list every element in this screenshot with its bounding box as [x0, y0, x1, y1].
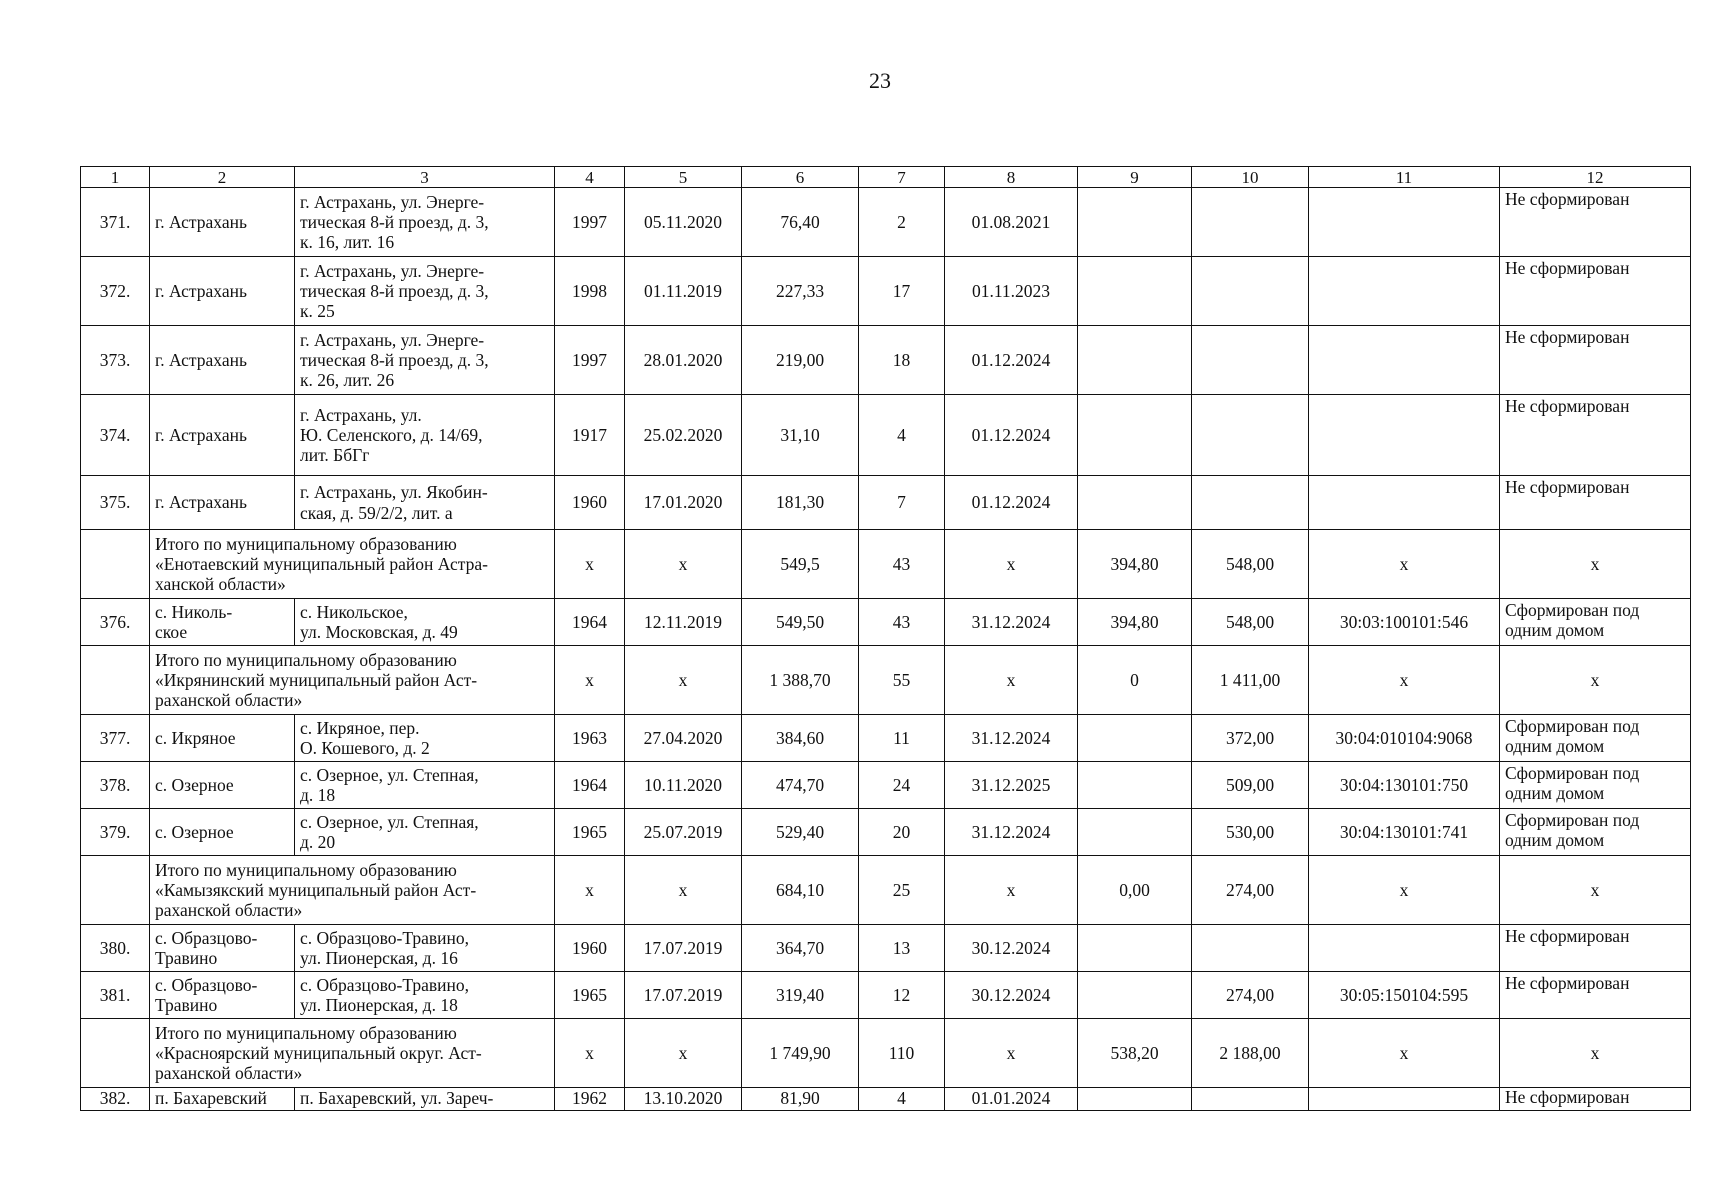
- table-cell: 381.: [81, 972, 150, 1019]
- subtotal-cell: x: [1500, 856, 1691, 925]
- subtotal-cell: x: [945, 856, 1078, 925]
- table-cell: 1965: [555, 809, 625, 856]
- table-cell: 31.12.2024: [945, 809, 1078, 856]
- table-cell: 17.07.2019: [625, 972, 742, 1019]
- table-cell: [1309, 1088, 1500, 1111]
- table-cell: [1192, 925, 1309, 972]
- subtotal-row: [81, 1019, 1691, 1088]
- table-cell: 1965: [555, 972, 625, 1019]
- table-cell: 01.12.2024: [945, 326, 1078, 395]
- table-cell: [1078, 809, 1192, 856]
- subtotal-cell: x: [1309, 1019, 1500, 1088]
- subtotal-cell: 55: [859, 646, 945, 715]
- subtotal-cell: 110: [859, 1019, 945, 1088]
- table-cell: [1309, 326, 1500, 395]
- table-cell: 372,00: [1192, 715, 1309, 762]
- table-row: [81, 1088, 1691, 1111]
- registry-table: [80, 166, 1691, 1111]
- table-row: [81, 715, 1691, 762]
- table-cell: 01.12.2024: [945, 476, 1078, 530]
- table-cell: 30:04:130101:741: [1309, 809, 1500, 856]
- subtotal-cell: x: [555, 530, 625, 599]
- subtotal-cell: x: [1500, 1019, 1691, 1088]
- table-cell: 227,33: [742, 257, 859, 326]
- table-cell: Не сформирован: [1500, 395, 1691, 476]
- subtotal-cell: x: [625, 856, 742, 925]
- table-cell: [1078, 925, 1192, 972]
- column-number-cell: 1: [81, 167, 150, 188]
- table-cell: 12: [859, 972, 945, 1019]
- subtotal-cell: 25: [859, 856, 945, 925]
- table-cell: г. Астрахань: [150, 188, 295, 257]
- table-cell: 05.11.2020: [625, 188, 742, 257]
- table-cell: 4: [859, 395, 945, 476]
- table-cell: 380.: [81, 925, 150, 972]
- table-cell: г. Астрахань, ул. Ю. Селенского, д. 14/69, лит. БбГг: [295, 395, 555, 476]
- subtotal-label: Итого по муниципальному образованию «Камызякский муниципальный район Аст- раханской области»: [150, 856, 555, 925]
- table-cell: 4: [859, 1088, 945, 1111]
- table-cell: 01.01.2024: [945, 1088, 1078, 1111]
- table-cell: 31.12.2024: [945, 715, 1078, 762]
- subtotal-row: [81, 856, 1691, 925]
- table-cell: [1078, 762, 1192, 809]
- table-cell: [1192, 395, 1309, 476]
- subtotal-cell: 538,20: [1078, 1019, 1192, 1088]
- table-cell: 30.12.2024: [945, 925, 1078, 972]
- page-number: 23: [869, 68, 891, 93]
- table-cell: Не сформирован: [1500, 326, 1691, 395]
- subtotal-cell: x: [625, 646, 742, 715]
- table-cell: [1078, 476, 1192, 530]
- table-cell: 12.11.2019: [625, 599, 742, 646]
- table-cell: с. Озерное: [150, 809, 295, 856]
- table-cell: 17.07.2019: [625, 925, 742, 972]
- column-number-cell: 5: [625, 167, 742, 188]
- table-cell: 24: [859, 762, 945, 809]
- table-cell: г. Астрахань: [150, 257, 295, 326]
- table-cell: 7: [859, 476, 945, 530]
- table-cell: 30:04:010104:9068: [1309, 715, 1500, 762]
- table-cell: 1962: [555, 1088, 625, 1111]
- table-cell: 01.11.2023: [945, 257, 1078, 326]
- table-cell: 2: [859, 188, 945, 257]
- subtotal-row: [81, 530, 1691, 599]
- subtotal-cell: 1 411,00: [1192, 646, 1309, 715]
- subtotal-cell: x: [945, 1019, 1078, 1088]
- subtotal-cell: x: [625, 530, 742, 599]
- table-cell: 31,10: [742, 395, 859, 476]
- table-cell: 1998: [555, 257, 625, 326]
- column-number-cell: 12: [1500, 167, 1691, 188]
- subtotal-cell: 43: [859, 530, 945, 599]
- table-cell: Не сформирован: [1500, 188, 1691, 257]
- table-cell: 27.04.2020: [625, 715, 742, 762]
- table-cell: г. Астрахань: [150, 476, 295, 530]
- table-row: [81, 257, 1691, 326]
- column-number-row: [81, 167, 1691, 188]
- row-number-cell: [81, 530, 150, 599]
- table-cell: 379.: [81, 809, 150, 856]
- column-number-cell: 7: [859, 167, 945, 188]
- table-cell: 549,50: [742, 599, 859, 646]
- subtotal-row: [81, 646, 1691, 715]
- table-cell: [1192, 1088, 1309, 1111]
- table-cell: [1192, 188, 1309, 257]
- subtotal-cell: x: [1500, 530, 1691, 599]
- table-cell: [1078, 972, 1192, 1019]
- table-cell: 1964: [555, 762, 625, 809]
- table-cell: п. Бахаревский: [150, 1088, 295, 1111]
- column-number-cell: 2: [150, 167, 295, 188]
- table-cell: [1309, 257, 1500, 326]
- table-cell: [1309, 188, 1500, 257]
- table-cell: 17: [859, 257, 945, 326]
- table-cell: г. Астрахань, ул. Якобин- ская, д. 59/2/2, лит. а: [295, 476, 555, 530]
- table-cell: 384,60: [742, 715, 859, 762]
- table-cell: Сформирован под одним домом: [1500, 715, 1691, 762]
- subtotal-cell: 394,80: [1078, 530, 1192, 599]
- table-cell: 319,40: [742, 972, 859, 1019]
- subtotal-cell: x: [1309, 856, 1500, 925]
- table-cell: 17.01.2020: [625, 476, 742, 530]
- column-number-cell: 9: [1078, 167, 1192, 188]
- table-cell: с. Икряное, пер. О. Кошевого, д. 2: [295, 715, 555, 762]
- table-cell: с. Образцово- Травино: [150, 925, 295, 972]
- table-cell: 274,00: [1192, 972, 1309, 1019]
- column-number-cell: 4: [555, 167, 625, 188]
- table-cell: 382.: [81, 1088, 150, 1111]
- table-row: [81, 395, 1691, 476]
- subtotal-cell: x: [945, 530, 1078, 599]
- table-cell: 529,40: [742, 809, 859, 856]
- table-cell: 20: [859, 809, 945, 856]
- table-cell: 509,00: [1192, 762, 1309, 809]
- table-row: [81, 925, 1691, 972]
- table-cell: 378.: [81, 762, 150, 809]
- table-cell: 474,70: [742, 762, 859, 809]
- table-cell: 375.: [81, 476, 150, 530]
- table-cell: 43: [859, 599, 945, 646]
- table-cell: [1078, 188, 1192, 257]
- table-cell: г. Астрахань, ул. Энерге- тическая 8-й проезд, д. 3, к. 26, лит. 26: [295, 326, 555, 395]
- subtotal-cell: 548,00: [1192, 530, 1309, 599]
- table-cell: с. Никольское, ул. Московская, д. 49: [295, 599, 555, 646]
- table-cell: Сформирован под одним домом: [1500, 809, 1691, 856]
- table-cell: 25.02.2020: [625, 395, 742, 476]
- table-cell: 374.: [81, 395, 150, 476]
- table-cell: 76,40: [742, 188, 859, 257]
- subtotal-cell: 684,10: [742, 856, 859, 925]
- table-cell: 219,00: [742, 326, 859, 395]
- subtotal-cell: 0: [1078, 646, 1192, 715]
- table-cell: 13.10.2020: [625, 1088, 742, 1111]
- table-cell: 1964: [555, 599, 625, 646]
- table-cell: с. Образцово-Травино, ул. Пионерская, д. 18: [295, 972, 555, 1019]
- table-cell: с. Икряное: [150, 715, 295, 762]
- table-cell: Не сформирован: [1500, 1088, 1691, 1111]
- column-number-cell: 6: [742, 167, 859, 188]
- row-number-cell: [81, 1019, 150, 1088]
- table-cell: 1960: [555, 925, 625, 972]
- table-cell: 1960: [555, 476, 625, 530]
- subtotal-label: Итого по муниципальному образованию «Красноярский муниципальный округ. Аст- раханской области»: [150, 1019, 555, 1088]
- table-cell: 31.12.2025: [945, 762, 1078, 809]
- table-cell: 376.: [81, 599, 150, 646]
- table-row: [81, 762, 1691, 809]
- table-cell: 11: [859, 715, 945, 762]
- table-cell: 30:03:100101:546: [1309, 599, 1500, 646]
- table-cell: 25.07.2019: [625, 809, 742, 856]
- table-cell: 1997: [555, 326, 625, 395]
- table-cell: с. Озерное: [150, 762, 295, 809]
- subtotal-cell: x: [555, 856, 625, 925]
- table-cell: [1192, 257, 1309, 326]
- table-cell: 373.: [81, 326, 150, 395]
- table-cell: 394,80: [1078, 599, 1192, 646]
- table-cell: Не сформирован: [1500, 972, 1691, 1019]
- table-cell: 30.12.2024: [945, 972, 1078, 1019]
- table-cell: 13: [859, 925, 945, 972]
- table-cell: 530,00: [1192, 809, 1309, 856]
- subtotal-cell: x: [1309, 530, 1500, 599]
- table-cell: [1192, 476, 1309, 530]
- subtotal-cell: 549,5: [742, 530, 859, 599]
- subtotal-label: Итого по муниципальному образованию «Енотаевский муниципальный район Астра- ханской области»: [150, 530, 555, 599]
- table-cell: [1309, 925, 1500, 972]
- subtotal-cell: x: [945, 646, 1078, 715]
- table-cell: 548,00: [1192, 599, 1309, 646]
- table-cell: [1309, 476, 1500, 530]
- table-row: [81, 188, 1691, 257]
- subtotal-cell: 1 749,90: [742, 1019, 859, 1088]
- table-cell: [1078, 257, 1192, 326]
- column-number-cell: 3: [295, 167, 555, 188]
- subtotal-cell: x: [555, 646, 625, 715]
- subtotal-label: Итого по муниципальному образованию «Икрянинский муниципальный район Аст- раханской области»: [150, 646, 555, 715]
- table-cell: 372.: [81, 257, 150, 326]
- table-cell: Сформирован под одним домом: [1500, 762, 1691, 809]
- subtotal-cell: 274,00: [1192, 856, 1309, 925]
- table-body: [81, 167, 1691, 1111]
- table-cell: с. Озерное, ул. Степная, д. 18: [295, 762, 555, 809]
- table-cell: г. Астрахань: [150, 395, 295, 476]
- table-cell: [1078, 715, 1192, 762]
- table-cell: 30:05:150104:595: [1309, 972, 1500, 1019]
- table-row: [81, 599, 1691, 646]
- table-cell: 1997: [555, 188, 625, 257]
- table-cell: 01.11.2019: [625, 257, 742, 326]
- row-number-cell: [81, 646, 150, 715]
- table-cell: [1078, 1088, 1192, 1111]
- table-cell: 28.01.2020: [625, 326, 742, 395]
- table-cell: 1917: [555, 395, 625, 476]
- table-row: [81, 809, 1691, 856]
- table-cell: [1309, 395, 1500, 476]
- table-row: [81, 972, 1691, 1019]
- subtotal-cell: x: [555, 1019, 625, 1088]
- table-cell: 377.: [81, 715, 150, 762]
- table-cell: Не сформирован: [1500, 257, 1691, 326]
- column-number-cell: 11: [1309, 167, 1500, 188]
- table-cell: [1192, 326, 1309, 395]
- table-cell: 10.11.2020: [625, 762, 742, 809]
- row-number-cell: [81, 856, 150, 925]
- table-cell: 18: [859, 326, 945, 395]
- table-cell: 01.12.2024: [945, 395, 1078, 476]
- table-cell: 81,90: [742, 1088, 859, 1111]
- subtotal-cell: 0,00: [1078, 856, 1192, 925]
- column-number-cell: 8: [945, 167, 1078, 188]
- table-cell: 01.08.2021: [945, 188, 1078, 257]
- table-cell: 371.: [81, 188, 150, 257]
- subtotal-cell: 1 388,70: [742, 646, 859, 715]
- subtotal-cell: x: [625, 1019, 742, 1088]
- table-cell: г. Астрахань: [150, 326, 295, 395]
- table-row: [81, 476, 1691, 530]
- table-cell: Не сформирован: [1500, 476, 1691, 530]
- table-cell: [1078, 326, 1192, 395]
- table-cell: с. Озерное, ул. Степная, д. 20: [295, 809, 555, 856]
- table-cell: 30:04:130101:750: [1309, 762, 1500, 809]
- table-cell: 1963: [555, 715, 625, 762]
- table-cell: г. Астрахань, ул. Энерге- тическая 8-й проезд, д. 3, к. 25: [295, 257, 555, 326]
- table-cell: 31.12.2024: [945, 599, 1078, 646]
- table-cell: с. Образцово- Травино: [150, 972, 295, 1019]
- table-cell: с. Николь- ское: [150, 599, 295, 646]
- subtotal-cell: x: [1500, 646, 1691, 715]
- table-cell: с. Образцово-Травино, ул. Пионерская, д. 16: [295, 925, 555, 972]
- table-cell: г. Астрахань, ул. Энерге- тическая 8-й проезд, д. 3, к. 16, лит. 16: [295, 188, 555, 257]
- column-number-cell: 10: [1192, 167, 1309, 188]
- table-cell: Не сформирован: [1500, 925, 1691, 972]
- table-cell: Сформирован под одним домом: [1500, 599, 1691, 646]
- table-row: [81, 326, 1691, 395]
- table-cell: 181,30: [742, 476, 859, 530]
- subtotal-cell: x: [1309, 646, 1500, 715]
- subtotal-cell: 2 188,00: [1192, 1019, 1309, 1088]
- table-cell: 364,70: [742, 925, 859, 972]
- table-cell: [1078, 395, 1192, 476]
- table-cell: п. Бахаревский, ул. Зареч-: [295, 1088, 555, 1111]
